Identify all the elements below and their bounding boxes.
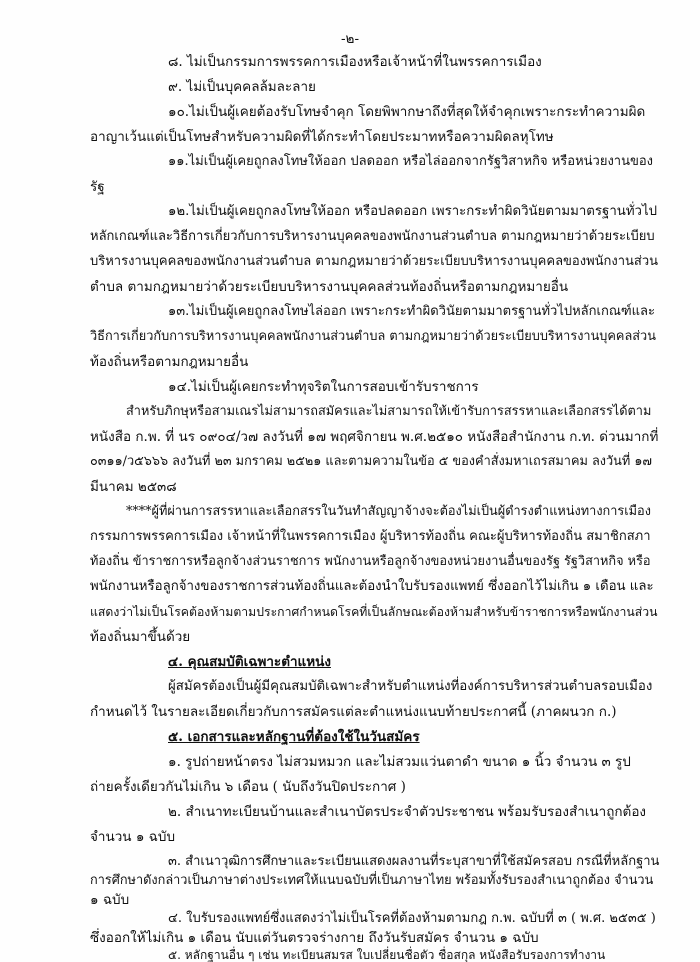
qualification-item-14: ๑๔.ไม่เป็นผู้เคยกระทำทุจริตในการสอบเข้ารับราชการ bbox=[168, 379, 479, 395]
document-3-line1: ๓. สำเนาวุฒิการศึกษาและระเบียนแสดงผลงานที่ระบุสาขาที่ใช้สมัครสอบ กรณีที่หลักฐาน bbox=[168, 854, 660, 869]
document-3-line3: ๑ ฉบับ bbox=[90, 892, 130, 908]
document-1-line2: ถ่ายครั้งเดียวกันไม่เกิน ๖ เดือน ( นับถึงวันปิดประกาศ ) bbox=[90, 779, 406, 795]
qualification-item-13-line1: ๑๓.ไม่เป็นผู้เคยถูกลงโทษไล่ออก เพราะกระทำผิดวินัยตามมาตรฐานทั่วไปหลักเกณฑ์และ bbox=[168, 304, 656, 319]
section-4-line1: ผู้สมัครต้องเป็นผู้มีคุณสมบัติเฉพาะสำหรับตำแหน่งที่องค์การบริหารส่วนตำบลรอบเมือง bbox=[168, 679, 653, 694]
section-5-heading: ๕. เอกสารและหลักฐานที่ต้องใช้ในวันสมัคร bbox=[168, 729, 420, 745]
qualification-item-12-line4: ตำบล ตามกฎหมายว่าด้วยระเบียบบริหารงานบุคคลส่วนท้องถิ่นหรือตามกฎหมายอื่น bbox=[90, 279, 569, 295]
qualification-item-10-line1: ๑๐.ไม่เป็นผู้เคยต้องรับโทษจำคุก โดยพิพากษาถึงที่สุดให้จำคุกเพราะกระทำความผิด bbox=[168, 104, 646, 120]
monk-paragraph-line3: ๐๓๑๑/ว๕๖๖๖ ลงวันที่ ๒๓ มกราคม ๒๕๒๑ และตามความในข้อ ๕ ของคำสั่งมหาเถรสมาคม ลงวันที่ ๑๗ bbox=[90, 454, 653, 469]
document-5-line2 bbox=[90, 948, 104, 962]
document-2-line2: จำนวน ๑ ฉบับ bbox=[90, 829, 176, 845]
qualification-item-12-line2: หลักเกณฑ์และวิธีการเกี่ยวกับการบริหารงานบุคคลของพนักงานส่วนตำบล ตามกฎหมายว่าด้วยระเบียบ bbox=[90, 229, 655, 244]
qualification-item-11-line2: รัฐ bbox=[90, 179, 105, 195]
document-3-line2: การศึกษาดังกล่าวเป็นภาษาต่างประเทศให้แนบฉบับที่เป็นภาษาไทย พร้อมทั้งรับรองสำเนาถูกต้อง จำนวน bbox=[90, 873, 654, 888]
note-paragraph-line5: แสดงว่าไม่เป็นโรคต้องห้ามตามประกาศกำหนดโรคที่เป็นลักษณะต้องห้ามสำหรับข้าราชการหรือพนักงานส่วน bbox=[90, 605, 658, 619]
note-paragraph-line2: กรรมการพรรคการเมือง เจ้าหน้าที่ในพรรคการเมือง ผู้บริหารท้องถิ่น คณะผู้บริหารท้องถิ่น สมาชิกสภา bbox=[90, 529, 651, 544]
document-2-line1: ๒. สำเนาทะเบียนบ้านและสำเนาบัตรประจำตัวประชาชน พร้อมรับรองสำเนาถูกต้อง bbox=[168, 804, 647, 820]
monk-paragraph-line2: หนังสือ ก.พ. ที่ นร ๐๙๐๔/ว๗ ลงวันที่ ๑๗ พฤศจิกายน พ.ศ.๒๕๑๐ หนังสือสำนักงาน ก.ท. ด่วนมากที่ bbox=[90, 429, 659, 445]
section-4-heading: ๔. คุณสมบัติเฉพาะตำแหน่ง bbox=[168, 654, 331, 670]
document-5-line1: ๕. หลักฐานอื่น ๆ เช่น ทะเบียนสมรส ใบเปลี่ยนชื่อตัว ชื่อสกุล หนังสือรับรองการทำงาน bbox=[168, 948, 606, 962]
page-number: -๒- bbox=[340, 31, 360, 47]
document-4-line1: ๔. ใบรับรองแพทย์ซึ่งแสดงว่าไม่เป็นโรคที่ต้องห้ามตามกฎ ก.พ. ฉบับที่ ๓ ( พ.ศ. ๒๕๓๕ ) bbox=[168, 911, 656, 926]
qualification-item-8: ๘. ไม่เป็นกรรมการพรรคการเมืองหรือเจ้าหน้าที่ในพรรคการเมือง bbox=[168, 54, 542, 70]
qualification-item-9: ๙. ไม่เป็นบุคคลล้มละลาย bbox=[168, 79, 316, 95]
note-paragraph-line4: พนักงานหรือลูกจ้างของราชการส่วนท้องถิ่นและต้องนำใบรับรองแพทย์ ซึ่งออกไว้ไม่เกิน ๑ เดือน และ bbox=[90, 579, 654, 594]
note-paragraph-line3: ท้องถิ่น ข้าราชการหรือลูกจ้างส่วนราชการ พนักงานหรือลูกจ้างของหน่วยงานอื่นของรัฐ รัฐวิสาหกิจ หรือ bbox=[90, 554, 651, 569]
document-1-line1: ๑. รูปถ่ายหน้าตรง ไม่สวมหมวก และไม่สวมแว่นตาดำ ขนาด ๑ นิ้ว จำนวน ๓ รูป bbox=[168, 754, 631, 770]
note-paragraph-line6: ท้องถิ่นมาขึ้นด้วย bbox=[90, 629, 191, 645]
monk-paragraph-line4: มีนาคม ๒๕๓๘ bbox=[90, 479, 177, 495]
document-4-line2: ซึ่งออกให้ไม่เกิน ๑ เดือน นับแต่วันตรวจร่างกาย ถึงวันรับสมัคร จำนวน ๑ ฉบับ bbox=[90, 930, 539, 946]
section-4-line2: กำหนดไว้ ในรายละเอียดเกี่ยวกับการสมัครแต่ละตำแหน่งแนบท้ายประกาศนี้ (ภาคผนวก ก.) bbox=[90, 704, 617, 720]
qualification-item-10-line2: อาญาเว้นแต่เป็นโทษสำหรับความผิดที่ได้กระทำโดยประมาทหรือความผิดลหุโทษ bbox=[90, 129, 554, 145]
monk-paragraph-line1: สำหรับภิกษุหรือสามเณรไม่สามารถสมัครและไม่สามารถให้เข้ารับการสรรหาและเลือกสรรได้ตาม bbox=[126, 404, 652, 419]
qualification-item-13-line3: ท้องถิ่นหรือตามกฎหมายอื่น bbox=[90, 354, 249, 370]
qualification-item-12-line3: บริหารงานบุคคลของพนักงานส่วนตำบล ตามกฎหมายว่าด้วยระเบียบบริหารงานบุคคลของพนักงานส่วน bbox=[90, 254, 659, 269]
qualification-item-13-line2: วิธีการเกี่ยวกับการบริหารงานบุคคลพนักงานส่วนตำบล ตามกฎหมายว่าด้วยระเบียบบริหารงานบุคคลส่วน bbox=[90, 329, 656, 344]
qualification-item-12-line1: ๑๒.ไม่เป็นผู้เคยถูกลงโทษให้ออก หรือปลดออก เพราะกระทำผิดวินัยตามมาตรฐานทั่วไป bbox=[168, 204, 658, 219]
qualification-item-11-line1: ๑๑.ไม่เป็นผู้เคยถูกลงโทษให้ออก ปลดออก หรือไล่ออกจากรัฐวิสาหกิจ หรือหน่วยงานของ bbox=[168, 154, 654, 169]
note-paragraph-line1: ****ผู้ที่ผ่านการสรรหาและเลือกสรรในวันทำสัญญาจ้างจะต้องไม่เป็นผู้ดำรงตำแหน่งทางการเมือง bbox=[126, 504, 651, 519]
